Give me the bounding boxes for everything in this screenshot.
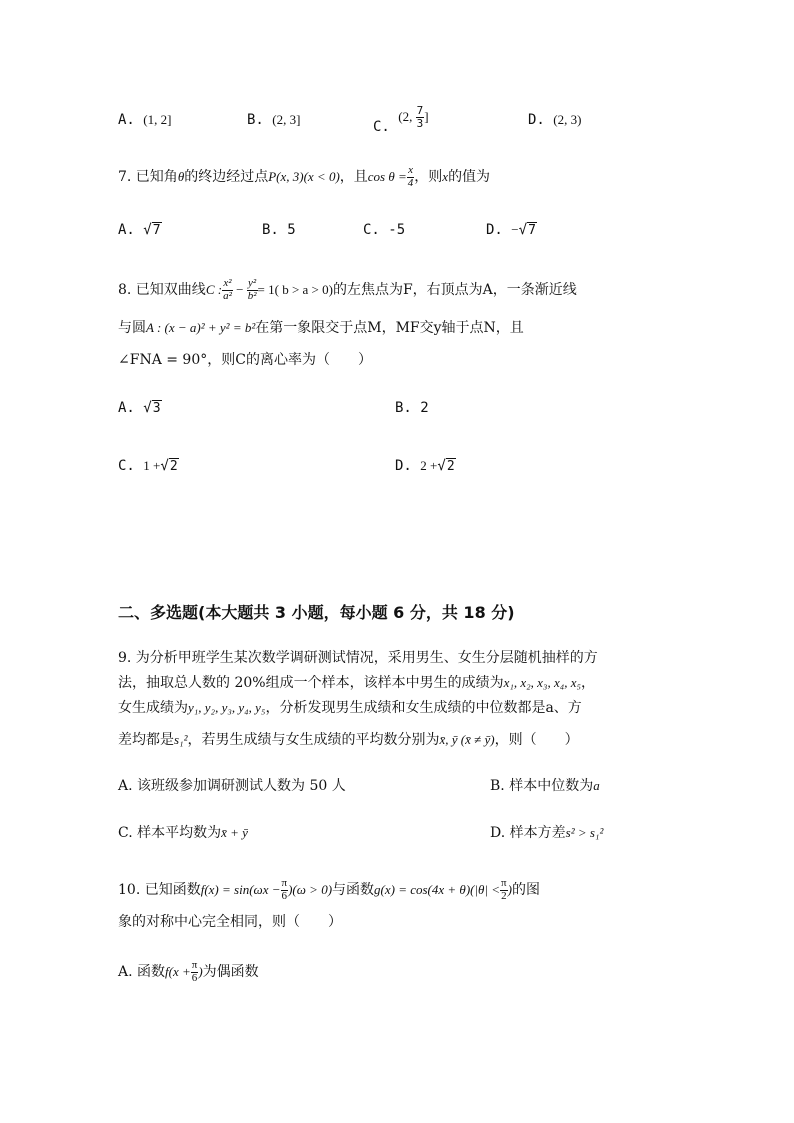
q6-option-c xyxy=(373,104,429,136)
q8-line1 xyxy=(118,278,577,302)
q7-prefix: 7. 已知角 xyxy=(118,169,178,186)
q7-option-d-label: D. xyxy=(486,222,503,238)
q7-num: x xyxy=(408,164,413,176)
q10-f-den: 6 xyxy=(281,889,288,902)
q8-circle: A : (x − a)² + y² = b² xyxy=(146,320,256,335)
q9-line2-suffix: ， xyxy=(581,675,596,691)
q10-line1 xyxy=(118,878,540,902)
q9-line3-suffix: ，分析发现男生成绩和女生成绩的中位数都是a、方 xyxy=(265,700,582,716)
q7-suffix2: 的值为 xyxy=(448,169,491,186)
q8-line1-suffix: 的左焦点为F，右顶点为A，一条渐近线 xyxy=(332,282,577,299)
q7-option-b xyxy=(262,222,296,239)
q7-cos: cos θ = xyxy=(367,169,407,185)
q10-g-num: π xyxy=(501,877,507,889)
q10-option-a-prefix: A. 函数 xyxy=(118,964,166,981)
q7-option-d-value: 7 xyxy=(528,223,536,238)
q9-mean-vars: x̄, ȳ (x̄ ≠ ȳ) xyxy=(439,732,495,747)
q6-option-d-value: (2, 3) xyxy=(553,112,582,127)
q8-option-a-value: 3 xyxy=(152,401,161,416)
q8-option-d-value: 2 xyxy=(446,459,455,474)
q10-g-def: g(x) = cos(4x + θ)(|θ| < xyxy=(374,882,501,898)
q8-option-d-label: D. xyxy=(395,458,412,474)
q7-den: 4 xyxy=(407,176,414,189)
q7-stem xyxy=(118,165,490,189)
q9-option-c-var: x̄ + ȳ xyxy=(221,825,248,840)
q10-f-num: π xyxy=(281,877,288,889)
q10-mid: 与函数 xyxy=(332,882,375,899)
sqrt-icon: √2 xyxy=(437,458,455,474)
q7-option-d xyxy=(486,222,537,239)
q6-option-c-fraction xyxy=(416,105,425,129)
q7-x: x xyxy=(442,169,449,185)
sqrt-icon: √2 xyxy=(160,458,178,474)
q9-line4-suffix: ，则（ ） xyxy=(494,732,579,748)
q8-frac-x: $\frac{\text{x²}}{\text{a²}}$ xyxy=(223,277,232,302)
q6-option-c-left: (2, xyxy=(398,109,416,125)
q9-option-b xyxy=(490,778,600,795)
q7-suffix1: ，则 xyxy=(414,169,443,186)
q8-option-b xyxy=(395,400,429,417)
q7-option-a-label: A. xyxy=(118,222,135,238)
q8-option-a xyxy=(118,400,162,417)
q10-g-right: ) xyxy=(507,882,512,898)
section-2-title: 二、多选题(本大题共 3 小题，每小题 6 分，共 18 分) xyxy=(118,603,515,622)
q7-option-c xyxy=(363,222,405,239)
q7-option-c-value: -5 xyxy=(388,222,406,238)
q10-option-a-f: f(x + xyxy=(165,964,191,980)
q9-female-vars: y₁, y₂, y₃, y₄, y₅ xyxy=(188,700,266,715)
q6-option-a-value: (1, 2] xyxy=(143,112,172,127)
q10-f-fraction xyxy=(281,878,289,902)
q9-line3 xyxy=(118,700,582,717)
q6-option-d-label: D. xyxy=(528,112,545,128)
minus-sign: − xyxy=(511,222,519,237)
q9-option-c xyxy=(118,825,248,842)
q8-eq-tail: = 1( b > a > 0) xyxy=(257,282,333,298)
q8-prefix: 8. 已知双曲线 xyxy=(118,282,206,299)
q8-option-d xyxy=(395,458,456,475)
q8-option-c-pre: 1 + xyxy=(143,458,161,473)
q10-line1-suffix: 的图 xyxy=(511,882,540,899)
q8-option-d-pre: 2 + xyxy=(420,458,438,473)
sqrt-icon: √3 xyxy=(143,400,161,416)
q8-option-a-label: A. xyxy=(118,400,135,416)
q8-line2-prefix: 与圆 xyxy=(118,320,146,336)
q7-option-a-value: 7 xyxy=(152,223,161,238)
q7-option-b-label: B. xyxy=(262,222,279,238)
q7-mid2: ，且 xyxy=(339,169,368,186)
q6-c-num: 7 xyxy=(416,104,424,117)
q10-option-a-right: ) xyxy=(198,964,203,980)
q9-option-d-var: s² > s₁² xyxy=(565,825,604,840)
sqrt-icon: √7 xyxy=(143,222,161,238)
q7-point: P(x, 3)(x < 0) xyxy=(268,169,340,185)
q8-line2-suffix: 在第一象限交于点M，MF交y轴于点N，且 xyxy=(255,320,524,336)
q10-f-left: f(x) = sin(ωx − xyxy=(200,882,281,898)
q6-option-c-right: ] xyxy=(424,109,429,125)
q9-line4-mid: ，若男生成绩与女生成绩的平均数分别为 xyxy=(187,732,440,748)
q9-line3-prefix: 女生成绩为 xyxy=(118,700,188,716)
q10-option-a xyxy=(118,960,259,984)
sqrt-icon: √7 xyxy=(518,222,536,238)
q9-variance-var: s₁² xyxy=(174,732,188,747)
q9-male-vars: x₁, x₂, x₃, x₄, x₅ xyxy=(503,675,582,690)
q9-option-b-var: a xyxy=(593,778,600,793)
q9-option-d-prefix: D. 样本方差 xyxy=(490,825,566,841)
minus-sign: − xyxy=(232,282,247,298)
q6-option-b-value: (2, 3] xyxy=(272,112,301,127)
q6-option-a xyxy=(118,112,171,129)
q8-option-b-value: 2 xyxy=(420,400,429,416)
q7-mid1: 的终边经过点 xyxy=(184,169,269,186)
q10-a-den: 6 xyxy=(191,971,198,984)
q8-option-c xyxy=(118,458,179,475)
q10-g-den: 2 xyxy=(501,889,507,902)
q6-option-d xyxy=(528,112,581,129)
q9-line2-prefix: 法，抽取总人数的 20%组成一个样本，该样本中男生的成绩为 xyxy=(118,675,504,691)
q8-line3: ∠FNA = 90°，则C的离心率为（ ） xyxy=(118,352,372,368)
q9-option-a: A. 该班级参加调研测试人数为 50 人 xyxy=(118,778,346,794)
q7-option-a xyxy=(118,222,162,239)
q8-line2 xyxy=(118,320,524,337)
q9-line4-prefix: 差均都是 xyxy=(118,732,174,748)
q6-option-b xyxy=(247,112,300,129)
q9-option-d xyxy=(490,825,603,842)
q8-option-b-label: B. xyxy=(395,400,412,416)
q7-theta: θ xyxy=(177,169,185,185)
q8-option-c-label: C. xyxy=(118,458,135,474)
q9-line1: 9. 为分析甲班学生某次数学调研测试情况，采用男生、女生分层随机抽样的方 xyxy=(118,650,598,666)
q10-a-num: π xyxy=(191,959,198,971)
q6-option-a-label: A. xyxy=(118,112,135,128)
q9-line2 xyxy=(118,675,595,692)
q7-option-b-value: 5 xyxy=(287,222,296,238)
q8-option-c-value: 2 xyxy=(169,459,178,474)
q10-g-fraction xyxy=(500,878,508,902)
q10-prefix: 10. 已知函数 xyxy=(118,882,201,899)
q6-c-den: 3 xyxy=(416,116,424,130)
q9-option-c-prefix: C. 样本平均数为 xyxy=(118,825,222,841)
q6-option-c-label: C. xyxy=(373,119,390,136)
q9-line4 xyxy=(118,732,579,749)
q8-eq-c: C : xyxy=(205,282,223,298)
q10-option-a-suffix: 为偶函数 xyxy=(202,964,259,981)
q7-option-c-label: C. xyxy=(363,222,380,238)
q10-line2: 象的对称中心完全相同，则（ ） xyxy=(118,914,342,930)
q9-option-b-prefix: B. 样本中位数为 xyxy=(490,778,594,794)
q8-frac-y: $\frac{\text{y²}}{\text{b²}}$ xyxy=(247,277,257,302)
q6-option-b-label: B. xyxy=(247,112,264,128)
q10-f-right: )(ω > 0) xyxy=(288,882,333,898)
